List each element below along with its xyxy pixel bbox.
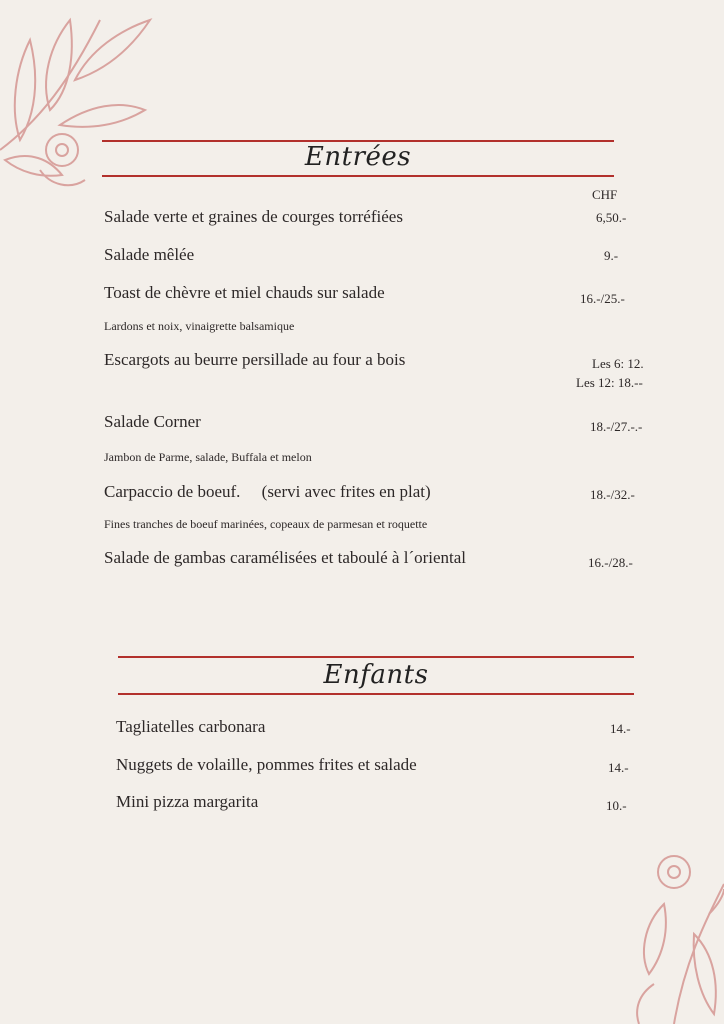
enfants-bottom-rule — [118, 693, 634, 695]
entree-item-price: 18.-/32.- — [590, 487, 635, 502]
entree-item-price: 18.-/27.-.- — [590, 419, 643, 434]
entree-item-name: Carpaccio de boeuf. (servi avec frites en plat) — [104, 482, 431, 501]
entree-item-price: 9.- — [604, 248, 619, 263]
enfants-item-name: Nuggets de volaille, pommes frites et salade — [116, 755, 417, 774]
entree-item-name: Toast de chèvre et miel chauds sur salade — [104, 283, 385, 302]
entree-item-name: Salade verte et graines de courges torréfiées — [104, 207, 403, 226]
enfants-title: Enfants — [323, 660, 429, 690]
entree-item-name: Escargots au beurre persillade au four a bois — [104, 350, 406, 369]
enfants-item-name: Tagliatelles carbonara — [116, 717, 266, 736]
entree-item-description: Fines tranches de boeuf marinées, copeaux de parmesan et roquette — [104, 517, 428, 531]
entree-item-description: Lardons et noix, vinaigrette balsamique — [104, 319, 295, 333]
enfants-top-rule — [118, 656, 634, 658]
entree-item-price: 6,50.- — [596, 210, 627, 225]
floral-decoration-bottom-right-icon — [634, 844, 724, 1024]
entree-item-price: 16.-/25.- — [580, 291, 625, 306]
entree-item-price-secondary: Les 12: 18.-- — [576, 375, 643, 390]
entree-item-name: Salade de gambas caramélisées et taboulé à l´oriental — [104, 548, 467, 567]
entree-item-name: Salade Corner — [104, 412, 201, 431]
entrees-bottom-rule — [102, 175, 614, 177]
currency-label: CHF — [592, 187, 618, 202]
enfants-item-price: 10.- — [606, 798, 627, 813]
entree-item-price: Les 6: 12. — [592, 356, 644, 371]
enfants-item-name: Mini pizza margarita — [116, 792, 259, 811]
entree-item-price: 16.-/28.- — [588, 555, 633, 570]
entrees-title: Entrées — [304, 142, 412, 172]
enfants-item-price: 14.- — [610, 721, 631, 736]
entree-item-name: Salade mêlée — [104, 245, 195, 264]
enfants-item-price: 14.- — [608, 760, 629, 775]
entree-item-description: Jambon de Parme, salade, Buffala et melon — [104, 450, 312, 464]
